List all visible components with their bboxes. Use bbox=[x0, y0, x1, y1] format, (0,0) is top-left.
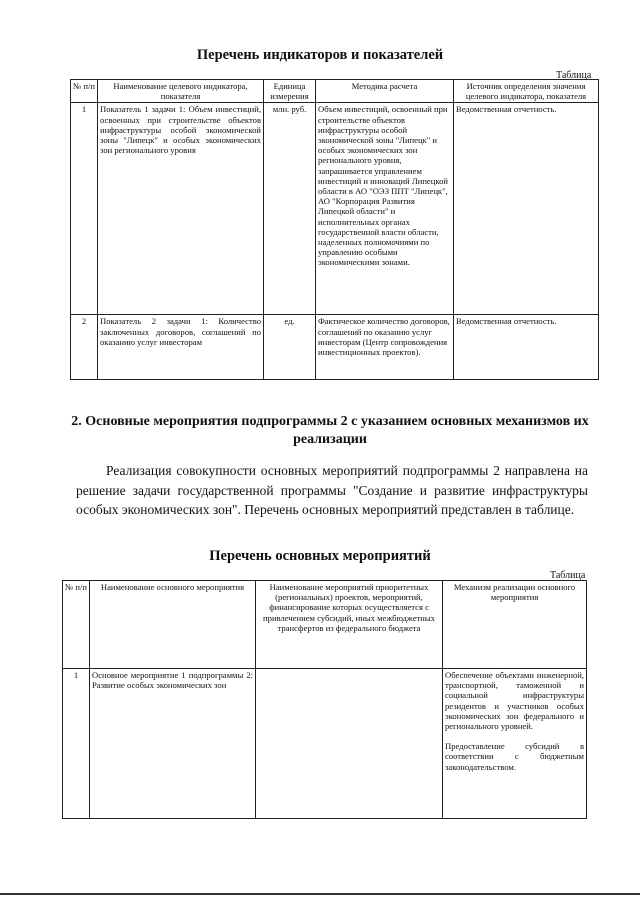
activities-table bbox=[62, 580, 587, 819]
row-number: 2 bbox=[71, 315, 98, 380]
table-header-row bbox=[63, 581, 587, 669]
source-text: Ведомственная отчетность. bbox=[454, 315, 599, 380]
method-text: Объем инвестиций, освоенный при строительстве объектов инфраструктуры особой экономической зоны "Липецк" и особых экономических зон регионального уровня, запрашивается управлением инвестиций и инноваций Липецкой области в АО "ОЭЗ ППТ "Липецк", АО "Корпорация Развития Липецкой области" и исполнительных органах государственной власти области, наделенных полномочиями по управлению особыми экономическими зонами. bbox=[316, 103, 454, 315]
body-paragraph: Реализация совокупности основных мероприятий подпрограммы 2 направлена на решение задачи государственной программы "Создание и развитие инфраструктуры особых экономических зон". Перечень основных мероприятий представлен в таблице. bbox=[76, 463, 588, 517]
table-row bbox=[71, 315, 599, 380]
header-mechanism: Механизм реализации основного мероприятия bbox=[443, 581, 587, 669]
table-row bbox=[63, 669, 587, 819]
activities-title: Перечень основных мероприятий bbox=[209, 548, 431, 564]
page-bottom-border bbox=[0, 893, 640, 895]
projects-cell bbox=[256, 669, 443, 819]
table-label-2: Таблица bbox=[550, 570, 586, 581]
indicators-title: Перечень индикаторов и показателей bbox=[196, 47, 444, 63]
row-number: 1 bbox=[63, 669, 90, 819]
header-number: № п/п bbox=[63, 581, 90, 669]
method-text: Фактическое количество договоров, соглашений по оказанию услуг инвесторам (Центр сопровождения инвестиционных проектов). bbox=[316, 315, 454, 380]
row-number: 1 bbox=[71, 103, 98, 315]
mechanism-text-2: Предоставление субсидий в соответствии с бюджетным законодательством. bbox=[445, 741, 584, 772]
table-row bbox=[71, 103, 599, 315]
header-projects: Наименование мероприятий приоритетных (региональных) проектов, мероприятий, финансирование которых осуществляется с привлечением субсидий, иных межбюджетных трансфертов из федерального бюджета bbox=[256, 581, 443, 669]
indicator-name: Показатель 1 задачи 1: Объем инвестиций, освоенных при строительстве объектов инфраструктуры особой экономической зоны "Липецк" и особых экономических зон регионального уровня bbox=[98, 103, 264, 315]
header-indicator-name: Наименование целевого индикатора, показателя bbox=[98, 80, 264, 103]
mechanism-text-1: Обеспечение объектами инженерной, транспортной, таможенной и социальной инфраструктуры резидентов и участников особых экономических зон федерального и регионального уровней. bbox=[445, 670, 584, 732]
section-heading: 2. Основные мероприятия подпрограммы 2 с указанием основных механизмов их реализации bbox=[71, 414, 589, 447]
activity-name: Основное мероприятие 1 подпрограммы 2: Развитие особых экономических зон bbox=[90, 669, 256, 819]
header-activity-name: Наименование основного мероприятия bbox=[90, 581, 256, 669]
source-text: Ведомственная отчетность. bbox=[454, 103, 599, 315]
mechanism-cell bbox=[443, 669, 587, 819]
header-source: Источник определения значения целевого индикатора, показателя bbox=[454, 80, 599, 103]
header-method: Методика расчета bbox=[316, 80, 454, 103]
indicators-table bbox=[70, 79, 599, 380]
header-number: № п/п bbox=[71, 80, 98, 103]
unit-value: ед. bbox=[264, 315, 316, 380]
unit-value: млн. руб. bbox=[264, 103, 316, 315]
indicator-name: Показатель 2 задачи 1: Количество заключенных договоров, соглашений по оказанию услуг инвесторам bbox=[98, 315, 264, 380]
header-unit: Единица измерения bbox=[264, 80, 316, 103]
table-label-1: Таблица bbox=[556, 70, 592, 81]
table-header-row bbox=[71, 80, 599, 103]
